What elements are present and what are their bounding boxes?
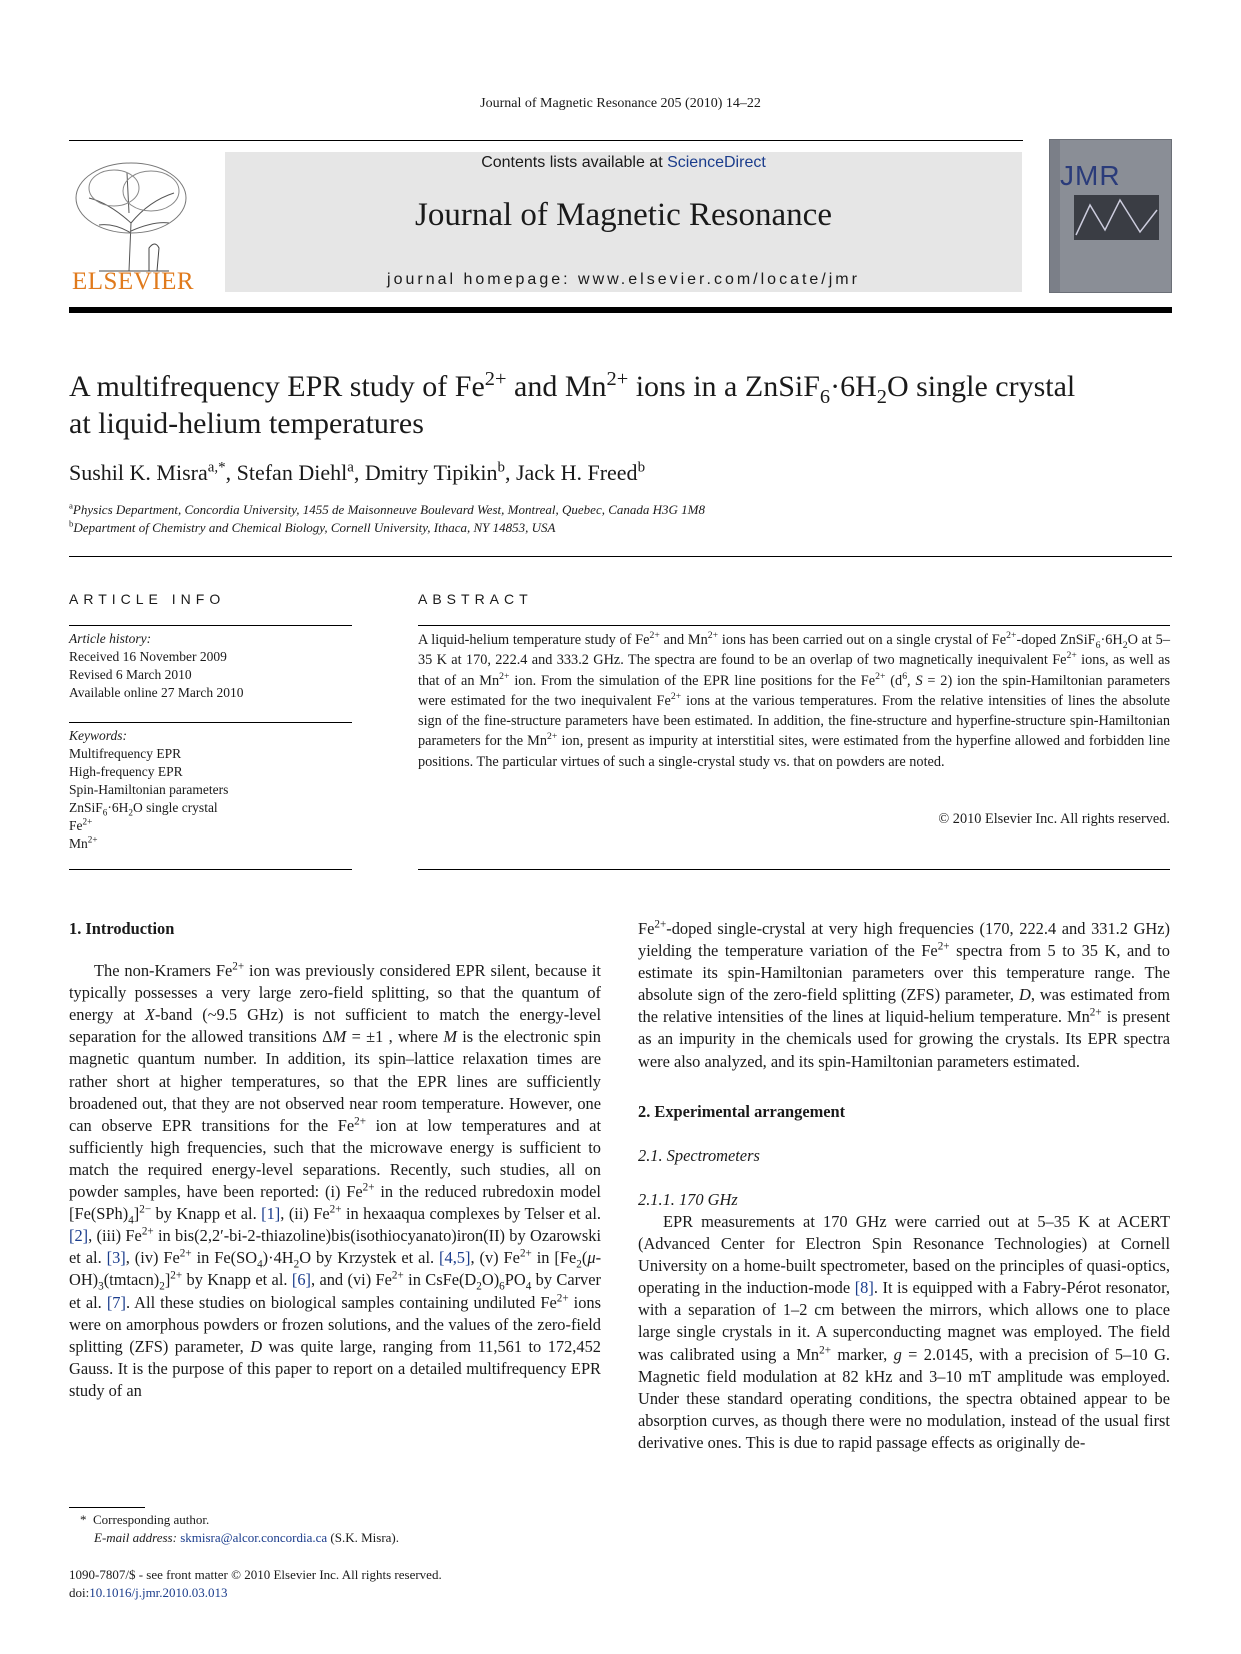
citation-link[interactable]: [1] (261, 1204, 281, 1224)
author-name[interactable]: Stefan Diehl (236, 460, 348, 485)
keyword: $ZnSiF_6\cdot 6H_2O$ single crystal (69, 800, 218, 818)
abstract-text: A liquid-helium temperature study of $Fe^{2+}$ and $Mn^{2+}$ ions has been carried out on a single crystal of $Fe^{2+}$-doped $ZnSiF_6\cdot 6H_2O$ at 5–35 K at 170, 222.4 and 333.2 GHz. The spectra are found to be an overlap of two magnetically inequivalent $Fe^{2+}$ ions, as well as that of an $Mn^{2+}$ ion. From the simulation of the EPR line positions for the $Fe^{2+}$ ($d^6$, S = 2) ion the spin-Hamiltonian parameters were estimated for the two inequivalent $Fe^{2+}$ ions at the various temperatures. From the relative intensities of lines the absolute sign of the fine-structure parameters have been estimated. In addition, the fine-structure and hyperfine-structure spin-Hamiltonian parameters for the $Mn^{2+}$ ion, present as impurity at interstitial sites, were estimated from the hyperfine allowed and forbidden line positions. The particular virtues of such a single-crystal study vs. that on powders are noted. (418, 630, 1171, 770)
abstract-copyright: © 2010 Elsevier Inc. All rights reserved. (938, 811, 1170, 827)
subsection-heading: 2.1. Spectrometers (638, 1145, 760, 1165)
citation-link[interactable]: [7] (106, 1292, 126, 1312)
journal-name: Journal of Magnetic Resonance (415, 197, 832, 233)
abstract-rule (418, 625, 1170, 626)
footnote-rule (69, 1507, 145, 1508)
abstract-heading: ABSTRACT (418, 591, 533, 607)
contents-line (225, 154, 1022, 172)
left-column (69, 918, 601, 1402)
doi-line: doi:10.1016/j.jmr.2010.03.013 (69, 1585, 228, 1600)
sciencedirect-link[interactable]: ScienceDirect (667, 154, 766, 171)
citation-link[interactable]: [2] (69, 1226, 89, 1246)
email-note: E-mail address: skmisra@alcor.concordia.ca (S.K. Misra). (94, 1530, 400, 1545)
banner-thick-rule (69, 307, 1172, 313)
elsevier-wordmark: ELSEVIER (71, 268, 195, 295)
subsubsection-heading: 2.1.1. 170 GHz (638, 1189, 738, 1209)
keyword: Multifrequency EPR (69, 746, 182, 761)
section-heading: 1. Introduction (69, 919, 175, 938)
article-history: Article history: Received 16 November 2009 Revised 6 March 2010 Available online 27 March 2010 (69, 631, 244, 700)
keywords: Keywords: Multifrequency EPR High-frequency EPR Spin-Hamiltonian parameters $ZnSiF_6\cdot 6H_2O$ single crystal $Fe^{2+}$ $Mn^{2+}$ (69, 728, 229, 851)
paragraph: EPR measurements at 170 GHz were carried out at 5–35 K at ACERT (Advanced Center for Electron Spin Resonance Technologies) at Cornell University on a home-built spectrometer, based on the principles of quasi-optics, operating in the induction-mode [8]. It is equipped with a Fabry-Pérot resonator, with a separation of 1–2 cm between the mirrors, which allows one to place large single crystals in it. A superconducting magnet was employed. The field was calibrated using a $Mn^{2+}$ marker, g = 2.0145, with a precision of 5–10 G. Magnetic field modulation at 82 kHz and 3–10 mT amplitude was employed. Under these standard operating conditions, the spectra obtained appear to be absorption curves, as though there were no modulation, instead of the usual first derivative ones. This is due to rapid passage effects as originally de- (638, 1211, 1171, 1452)
affiliation-rule (69, 556, 1172, 557)
affiliation: $^a$Physics Department, Concordia University, 1455 de Maisonneuve Boulevard West, Montreal, Quebec, Canada H3G 1M8 (69, 500, 705, 517)
author-name[interactable]: Jack H. Freed (515, 460, 638, 485)
paragraph: The non-Kramers $Fe^{2+}$ ion was previously considered EPR silent, because it typically possesses a very large zero-field splitting, so that the quantum of energy at X-band (~9.5 GHz) is not sufficient to match the energy-level separation for the allowed transitions ΔM = ±1 , where M is the electronic spin magnetic quantum number. In addition, its spin–lattice relaxation times are rather short at higher temperatures, so that the EPR lines are sufficiently broadened out, that they are not observed near room temperature. However, one can observe EPR transitions for the $Fe^{2+}$ ion at low temperatures and at sufficiently high frequencies, such that the microwave energy is sufficient to match the required energy-level separations. Recently, such studies, all on powder samples, have been reported: (i) $Fe^{2+}$ in the reduced rubredoxin model $[Fe(SPh)_4]^{2-}$ by Knapp et al. [1], (ii) $Fe^{2+}$ in hexaaqua complexes by Telser et al. [2], (iii) $Fe^{2+}$ in bis(2,2′-bi-2-thiazoline)bis(isothiocyanato)iron(II) by Ozarowski et al. [3], (iv) $Fe^{2+}$ in $Fe(SO_4)\cdot 4H_2O$ by Krzystek et al. [4,5], (v) $Fe^{2+}$ in $[Fe_2(\mu-OH)_3(tmtacn)_2]^{2+}$ by Knapp et al. [6], and (vi) $Fe^{2+}$ in $CsFe(D_2O)_6PO_4$ by Carver et al. [7]. All these studies on biological samples containing undiluted $Fe^{2+}$ ions were on amorphous powders or frozen solutions, and the values of the zero-field splitting (ZFS) parameter, D was quite large, ranging from 11,561 to 172,452 Gauss. It is the purpose of this paper to report on a detailed multifrequency EPR study of an (69, 960, 602, 1400)
section-heading: 2. Experimental arrangement (638, 1101, 846, 1121)
author-list: Sushil K. Misra$^{a,*}$, Stefan Diehl$^a$, Dmitry Tipikin$^b$, Jack H. Freed$^b$ (69, 459, 646, 485)
citation-link[interactable]: [3] (106, 1248, 126, 1268)
keyword: $Mn^{2+}$ (69, 834, 98, 851)
keyword: Spin-Hamiltonian parameters (69, 782, 229, 797)
right-column (638, 918, 1170, 1454)
issn-line: 1090-7807/$ - see front matter © 2010 Elsevier Inc. All rights reserved. (69, 1567, 442, 1582)
top-rule (69, 140, 1023, 141)
author-name[interactable]: Dmitry Tipikin (364, 460, 498, 485)
citation-link[interactable]: [8] (854, 1278, 874, 1298)
contents-prefix: Contents lists available at (481, 154, 668, 171)
info-rule (69, 625, 352, 626)
affiliation: $^b$Department of Chemistry and Chemical Biology, Cornell University, Ithaca, NY 14853, USA (69, 518, 556, 535)
keyword: High-frequency EPR (69, 764, 183, 779)
abstract-end-rule (418, 869, 1170, 870)
citation-link[interactable]: [6] (291, 1270, 311, 1290)
info-rule (69, 722, 352, 723)
paragraph: $Fe^{2+}$-doped single-crystal at very high frequencies (170, 222.4 and 331.2 GHz) yielding the temperature variation of the $Fe^{2+}$ spectra from 5 to 35 K, and to estimate its spin-Hamiltonian parameters over this temperature range. The absolute sign of the zero-field splitting (ZFS) parameter, D, was estimated from the relative intensities of the lines at liquid-helium temperature. $Mn^{2+}$ is present as an impurity in the chemicals used for growing the crystals. Its EPR spectra were also analyzed, and its spin-Hamiltonian parameters estimated. (638, 918, 1170, 1071)
article-info-heading: ARTICLE INFO (69, 591, 226, 607)
author-name[interactable]: Sushil K. Misra (69, 460, 208, 485)
doi-link[interactable]: 10.1016/j.jmr.2010.03.013 (89, 1585, 228, 1600)
running-head: Journal of Magnetic Resonance 205 (2010) 14–22 (480, 96, 761, 111)
email-link[interactable]: skmisra@alcor.concordia.ca (180, 1530, 328, 1545)
keyword: $Fe^{2+}$ (69, 816, 93, 833)
corresponding-author-note: * Corresponding author. (80, 1512, 210, 1527)
citation-link[interactable]: [4,5] (439, 1248, 471, 1268)
cover-title: JMR (1060, 160, 1121, 191)
article-title: A multifrequency EPR study of $Fe^{2+}$ and $Mn^{2+}$ ions in a $ZnSiF_6\cdot 6H_2O$ single crystal at liquid-helium temperatures (69, 368, 1076, 440)
journal-homepage[interactable]: journal homepage: www.elsevier.com/locate/jmr (387, 271, 860, 288)
info-rule (69, 869, 352, 870)
